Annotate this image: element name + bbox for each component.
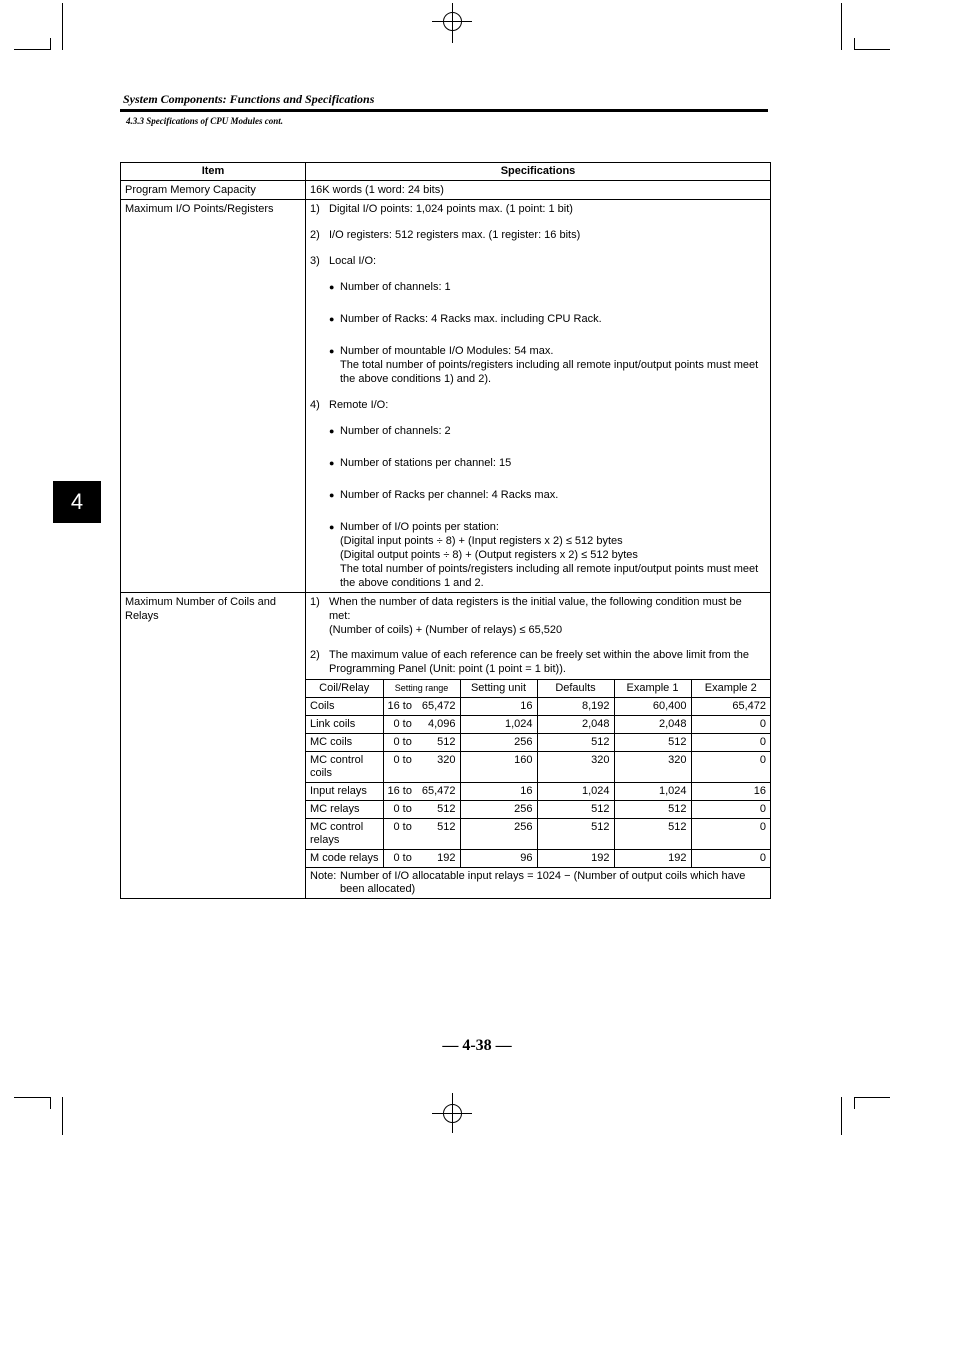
column-header-item: Item [121,163,306,181]
example-2-value: 0 [691,850,770,868]
example-1-value: 320 [614,752,691,783]
setting-range: 0 to 512 [383,734,460,752]
setting-unit: 1,024 [460,716,537,734]
header-rule [120,109,768,112]
note-text: The total number of points/registers including all remote input/output points must meet the above conditions 1 and 2. [340,563,759,589]
crop-mark [854,49,890,50]
bullet-icon: ● [329,314,335,324]
note-label: Note: [310,870,337,882]
example-2-value: 0 [691,716,770,734]
example-2-value: 16 [691,783,770,801]
setting-range: 16 to 65,472 [383,783,460,801]
coil-name: MC control relays [306,819,383,850]
default-value: 8,192 [537,698,614,716]
column-header: Setting range [383,680,460,698]
example-1-value: 2,048 [614,716,691,734]
example-1-value: 192 [614,850,691,868]
list-item: 1) Digital I/O points: 1,024 points max. (1 point: 1 bit) [310,203,573,215]
coil-name: Input relays [306,783,383,801]
list-item: 1) When the number of data registers is the initial value, the following condition must be met: (Number of coils) + (Number of relays) ≤ 65,520 [310,596,742,636]
bullet-item: ● Number of mountable I/O Modules: 54 max. The total number of points/registers including all remote input/output points must meet the above conditions 1) and 2). [329,345,759,385]
crop-mark [50,38,51,50]
default-value: 512 [537,801,614,819]
item-cell: Maximum I/O Points/Registers [121,200,306,593]
setting-unit: 256 [460,819,537,850]
bullet-icon: ● [329,282,335,292]
column-header: Defaults [537,680,614,698]
coil-relay-table [306,679,770,898]
example-1-value: 512 [614,819,691,850]
crop-mark [841,1097,842,1135]
setting-unit: 256 [460,734,537,752]
crop-mark [50,1097,51,1109]
bullet-item: ● Number of I/O points per station: (Digital input points ÷ 8) + (Input registers x 2) ≤ 512 bytes (Digital output points ÷ 8) + (Output registers x 2) ≤ 512 bytes The total number of points/registers including all remote input/output points must meet the above conditions 1 and 2. [329,521,759,589]
crop-mark [62,3,63,50]
default-value: 512 [537,819,614,850]
coil-table-row [306,850,770,868]
coil-table-row [306,716,770,734]
setting-range: 0 to 512 [383,819,460,850]
bullet-item: ● Number of Racks per channel: 4 Racks max. [329,489,559,501]
setting-range: 0 to 4,096 [383,716,460,734]
example-2-value: 0 [691,819,770,850]
setting-range: 16 to 65,472 [383,698,460,716]
setting-unit: 256 [460,801,537,819]
column-header: Example 1 [614,680,691,698]
column-header: Coil/Relay [306,680,383,698]
setting-range: 0 to 192 [383,850,460,868]
bullet-item: ● Number of Racks: 4 Racks max. including CPU Rack. [329,313,602,325]
running-header: System Components: Functions and Specifications [123,92,375,106]
column-header: Example 2 [691,680,770,698]
table-row [121,200,771,593]
column-header: Setting unit [460,680,537,698]
page-number: — 4-38 — [442,1037,512,1054]
bullet-item: ● Number of channels: 1 [329,281,451,293]
crop-mark [841,3,842,50]
list-item: 4) Remote I/O: [310,399,389,411]
example-1-value: 512 [614,801,691,819]
spec-cell [306,593,771,899]
setting-range: 0 to 512 [383,801,460,819]
setting-unit: 16 [460,698,537,716]
list-item: 2) The maximum value of each reference can be freely set within the above limit from the Programming Panel (Unit: point (1 point = 1 bit)). [310,649,750,675]
setting-range: 0 to 320 [383,752,460,783]
bullet-item: ● Number of channels: 2 [329,425,451,437]
coil-name: Link coils [306,716,383,734]
default-value: 320 [537,752,614,783]
coil-table-row [306,752,770,783]
crop-mark [14,49,50,50]
table-row [121,181,771,200]
bullet-icon: ● [329,426,335,436]
subsection-title: 4.3.3 Specifications of CPU Modules cont. [126,116,283,126]
default-value: 2,048 [537,716,614,734]
note-text: The total number of points/registers including all remote input/output points must meet the above conditions 1) and 2). [340,359,759,385]
example-2-value: 0 [691,752,770,783]
crop-mark [854,1097,890,1098]
item-cell: Maximum Number of Coils and Relays [121,593,306,899]
setting-unit: 160 [460,752,537,783]
registration-circle [443,12,462,31]
coil-table-header [306,680,770,698]
bullet-icon: ● [329,522,335,532]
spec-cell: 16K words (1 word: 24 bits) [306,181,771,200]
coil-name: Coils [306,698,383,716]
example-2-value: 0 [691,801,770,819]
bullet-icon: ● [329,458,335,468]
coil-table-row [306,783,770,801]
note-text: Number of I/O allocatable input relays = 1024 − (Number of output coils which have been allocated) [340,870,746,895]
example-1-value: 512 [614,734,691,752]
formula-text: (Digital input points ÷ 8) + (Input registers x 2) ≤ 512 bytes [340,535,623,547]
table-header-row [121,163,771,181]
example-2-value: 65,472 [691,698,770,716]
coil-name: MC control coils [306,752,383,783]
example-1-value: 60,400 [614,698,691,716]
coil-table-row [306,819,770,850]
note-row [306,868,770,899]
list-item: 3) Local I/O: [310,255,377,267]
bullet-icon: ● [329,346,335,356]
specifications-table [120,162,771,899]
item-cell: Program Memory Capacity [121,181,306,200]
coil-name: M code relays [306,850,383,868]
table-row [121,593,771,899]
coil-table-row [306,734,770,752]
chapter-tab: 4 [53,481,101,523]
coil-table-row [306,698,770,716]
coil-name: MC coils [306,734,383,752]
example-2-value: 0 [691,734,770,752]
crop-mark [14,1097,50,1098]
default-value: 1,024 [537,783,614,801]
setting-unit: 96 [460,850,537,868]
note-cell [306,868,770,899]
bullet-item: ● Number of stations per channel: 15 [329,457,512,469]
default-value: 512 [537,734,614,752]
crop-mark [854,1097,855,1109]
coil-name: MC relays [306,801,383,819]
registration-circle [443,1104,462,1123]
formula-text: (Digital output points ÷ 8) + (Output registers x 2) ≤ 512 bytes [340,549,638,561]
formula-text: (Number of coils) + (Number of relays) ≤ 65,520 [329,624,563,636]
coil-table-row [306,801,770,819]
crop-mark [854,38,855,50]
default-value: 192 [537,850,614,868]
list-item: 2) I/O registers: 512 registers max. (1 register: 16 bits) [310,229,581,241]
setting-unit: 16 [460,783,537,801]
bullet-icon: ● [329,490,335,500]
spec-cell [306,200,771,593]
crop-mark [62,1097,63,1135]
example-1-value: 1,024 [614,783,691,801]
column-header-specifications: Specifications [306,163,771,181]
